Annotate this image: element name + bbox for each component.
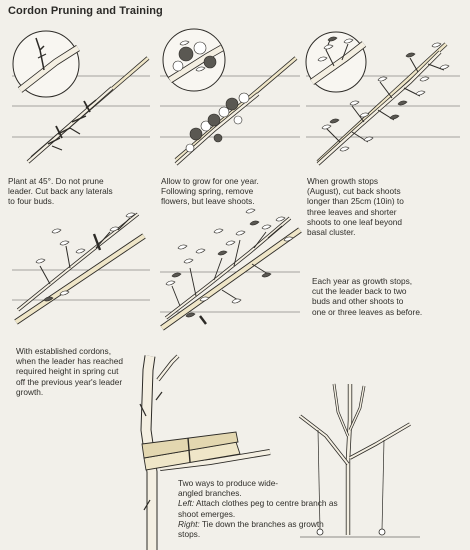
detail-circle [163, 29, 225, 91]
young-cordon-stem [28, 88, 112, 162]
caption-line: growth. [16, 386, 44, 397]
cut-mark [200, 316, 206, 324]
caption-line: three leaves and shorter [307, 206, 397, 217]
caption-line: Two ways to produce wide- [178, 478, 279, 488]
caption-line: shoot emerges. [178, 508, 236, 519]
step1-illustration [12, 31, 150, 162]
step2-caption [161, 176, 301, 207]
step4-illustration [12, 213, 150, 322]
caption-line: when the leader has reached [16, 356, 124, 367]
step2-illustration [160, 29, 300, 164]
left-label: Left: [178, 498, 195, 509]
caption-line: required height in spring cut [16, 366, 119, 377]
caption-line: one or three leaves as before. [312, 306, 423, 317]
detail-circle [13, 31, 79, 97]
caption-line: flowers, but leave shoots. [161, 196, 255, 207]
right-text: Tie down the branches as growth [199, 518, 324, 529]
step3-caption [307, 176, 457, 237]
caption-line: stops. [178, 529, 201, 540]
caption-line: With established cordons, [16, 346, 112, 356]
caption-line: Following spring, remove [161, 186, 254, 197]
caption-line: buds and other shoots to [312, 296, 404, 307]
caption-line: Allow to grow for one year. [161, 176, 259, 186]
caption-line: longer than 25cm (10in) to [307, 196, 404, 207]
caption-line: angled branches. [178, 488, 242, 499]
cordon-stem [18, 213, 138, 310]
caption-line: cut the leader back to two [312, 286, 407, 297]
caption-line: off the previous year's leader [16, 376, 123, 387]
caption-line: leader. Cut back any laterals [8, 186, 113, 197]
detail-circle [306, 32, 366, 92]
step3-illustration [306, 32, 460, 164]
step5-caption [16, 346, 156, 397]
step5-illustration [160, 209, 300, 328]
caption-line [178, 519, 343, 529]
caption-line: shoots to one leaf beyond [307, 216, 403, 227]
caption-line [178, 498, 343, 508]
branching-caption [178, 478, 343, 539]
caption-line: Each year as growth stops, [312, 276, 413, 286]
leafy-cordon [166, 209, 293, 318]
caption-line: When growth stops [307, 176, 379, 186]
left-text: Attach clothes peg to centre branch as [194, 498, 338, 509]
caption-line: basal cluster. [307, 227, 356, 238]
right-label: Right: [178, 518, 200, 529]
cordon-stem [176, 94, 258, 164]
support-wires [12, 270, 150, 300]
caption-line: Plant at 45°. Do not prune [8, 176, 104, 186]
caption-line: (August), cut back shoots [307, 186, 401, 197]
caption-line: to four buds. [8, 196, 55, 207]
page-title: Cordon Pruning and Training [8, 5, 163, 17]
step4-caption [312, 276, 462, 317]
step1-caption [8, 176, 148, 207]
